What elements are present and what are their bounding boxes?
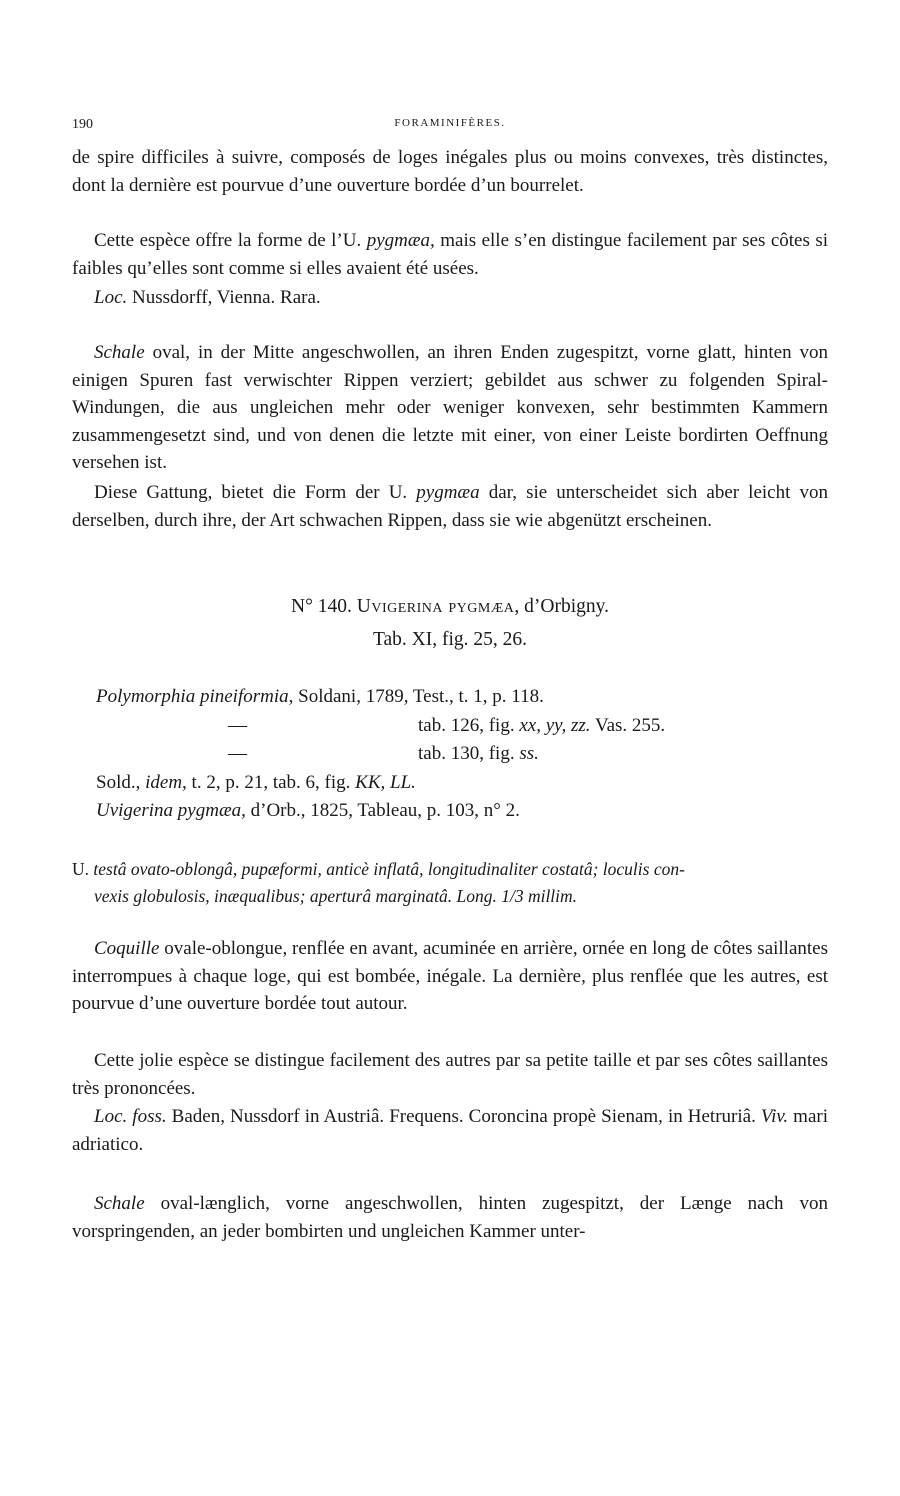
synonymy-line: tab. 130, fig. ss. bbox=[418, 743, 539, 764]
paragraph-german-description: Schale oval, in der Mitte angeschwollen, an ihren Enden zugespitzt, vorne glatt, hinten von einigen Spuren fast verwischter Rippen verziert; gebildet aus schwer zu folgenden Spiral-Windungen, die aus ungleichen mehr oder weniger konvexen, sehr bestimmten Kammern zusammengesetzt sind, und von denen die letzte mit einer, von einer Leiste bordirten Oeffnung versehen ist. bbox=[72, 342, 828, 473]
species-heading: N° 140. Uvigerina pygmæa, d’Orbigny. bbox=[290, 596, 609, 617]
paragraph-german-comparison: Diese Gattung, bietet die Form der U. pygmæa dar, sie unterscheidet sich aber leicht von derselben, durch ihre, der Art schwachen Rippen, dass sie wie abgenützt erscheinen. bbox=[72, 482, 828, 531]
synonymy-dash: — bbox=[228, 743, 247, 764]
synonymy-dash: — bbox=[228, 715, 247, 736]
paragraph-fossil-locality: Loc. foss. Baden, Nussdorf in Austriâ. Frequens. Coroncina propè Sienam, in Hetruriâ. Viv. mari adriatico. bbox=[72, 1106, 828, 1155]
running-title: FORAMINIFÈRES. bbox=[394, 117, 506, 129]
paragraph-french-remarks: Cette jolie espèce se distingue facilement des autres par sa petite taille et par ses côtes saillantes très prononcées. bbox=[72, 1050, 828, 1099]
paragraph-french-comparison: Cette espèce offre la forme de l’U. pygmæa, mais elle s’en distingue facilement par ses côtes si faibles qu’elles sont comme si elles avaient été usées. bbox=[72, 230, 828, 279]
synonymy-line: Sold., idem, t. 2, p. 21, tab. 6, fig. KK, LL. bbox=[96, 772, 416, 793]
paragraph-french-shell-description: Coquille ovale-oblongue, renflée en avant, acuminée en arrière, ornée en long de côtes saillantes interrompues à chaque loge, qui est bombée, inégale. La dernière, plus renflée que les autres, est pourvue d’une ouverture bordée tout autour. bbox=[72, 938, 828, 1014]
species-plate-reference: Tab. XI, fig. 25, 26. bbox=[372, 629, 528, 650]
page-header bbox=[72, 117, 828, 137]
page-number: 190 bbox=[72, 117, 93, 132]
paragraph-locality: Loc. Nussdorff, Vienna. Rara. bbox=[94, 287, 321, 308]
latin-diagnosis: U. testâ ovato-oblongâ, pupæformi, anticè inflatâ, longitudinaliter costatâ; loculis con- vexis globulosis, inæqualibus; aperturâ marginatâ. Long. 1/3 millim. bbox=[72, 859, 685, 906]
paragraph-french-description-continued: de spire difficiles à suivre, composés de loges inégales plus ou moins convexes, très distinctes, dont la dernière est pourvue d’une ouverture bordée d’un bourrelet. bbox=[72, 147, 828, 196]
synonymy-line: Uvigerina pygmæa, d’Orb., 1825, Tableau, p. 103, n° 2. bbox=[96, 800, 520, 821]
paragraph-german-shell-description: Schale oval-længlich, vorne angeschwollen, hinten zugespitzt, der Længe nach von vorspringenden, an jeder bombirten und ungleichen Kammer unter- bbox=[72, 1193, 828, 1242]
synonymy-line: Polymorphia pineiformia, Soldani, 1789, Test., t. 1, p. 118. bbox=[96, 686, 544, 707]
synonymy-line: tab. 126, fig. xx, yy, zz. Vas. 255. bbox=[418, 715, 666, 736]
